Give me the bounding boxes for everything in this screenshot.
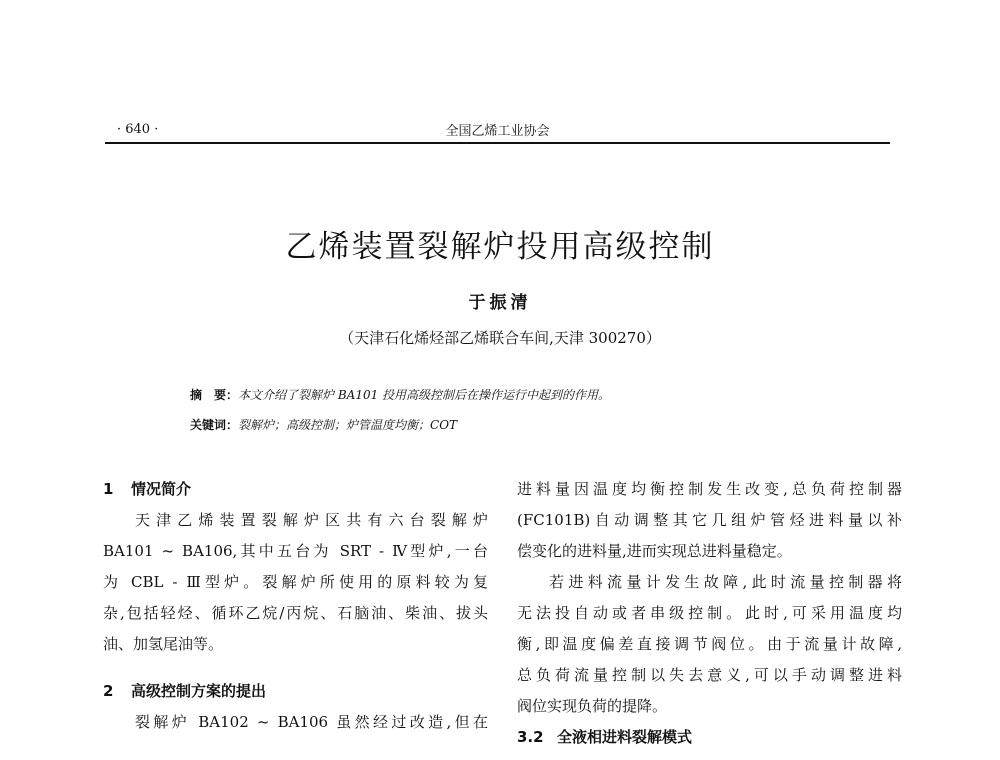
section-2-title: 高级控制方案的提出 — [131, 682, 267, 700]
left-column — [103, 474, 488, 738]
abstract-text: 本文介绍了裂解炉 BA101 投用高级控制后在操作运行中起到的作用。 — [238, 388, 611, 402]
section-3-2-heading — [517, 722, 902, 753]
right-para-2-line: 总负荷流量控制以失去意义,可以手动调整进料 — [517, 666, 902, 684]
right-para-1-line: 偿变化的进料量,进而实现总进料量稳定。 — [517, 542, 792, 560]
author-name: 于振清 — [468, 293, 532, 313]
right-para-2-line: 若进料流量计发生故障,此时流量控制器将 — [549, 573, 902, 591]
journal-name: 全国乙烯工业协会 — [445, 124, 550, 139]
right-para-1-line: 进料量因温度均衡控制发生改变,总负荷控制器 — [517, 480, 902, 498]
section-1-line: 油、加氢尾油等。 — [103, 635, 224, 653]
keywords — [190, 416, 890, 433]
section-1-line: BA101 ~ BA106,其中五台为 SRT - Ⅳ型炉,一台 — [103, 542, 488, 560]
right-column — [517, 474, 902, 753]
page-number: · 640 · — [117, 122, 159, 137]
section-2-number: 2 — [103, 682, 114, 700]
section-2-heading — [103, 676, 488, 707]
right-para-2-line: 无法投自动或者串级控制。此时,可采用温度均 — [517, 604, 902, 622]
section-2-line: 裂解炉 BA102 ~ BA106 虽然经过改造,但在 — [135, 713, 488, 731]
section-1-title: 情况简介 — [131, 480, 192, 498]
author-affiliation: （天津石化烯烃部乙烯联合车间,天津 300270） — [339, 329, 661, 347]
section-1-line: 杂,包括轻烃、循环乙烷/丙烷、石脑油、柴油、拔头 — [103, 604, 488, 622]
header-rule — [105, 142, 890, 144]
section-3-2-title: 全液相进料裂解模式 — [557, 728, 693, 746]
section-1-line: 天津乙烯装置裂解炉区共有六台裂解炉 — [135, 511, 488, 529]
paper-title: 乙烯装置裂解炉投用高级控制 — [285, 228, 715, 265]
abstract — [190, 386, 890, 403]
running-header — [105, 120, 890, 142]
right-para-1-line: (FC101B)自动调整其它几组炉管烃进料量以补 — [517, 511, 902, 529]
abstract-label: 摘 要： — [190, 388, 239, 402]
keywords-text: 裂解炉；高级控制；炉管温度均衡；COT — [238, 418, 458, 432]
section-1-heading — [103, 474, 488, 505]
section-1-number: 1 — [103, 480, 114, 498]
keywords-label: 关键词： — [190, 418, 239, 432]
section-3-2-number: 3.2 — [517, 728, 544, 746]
right-para-2-line: 阀位实现负荷的提降。 — [517, 697, 668, 715]
section-1-line: 为 CBL - Ⅲ型炉。裂解炉所使用的原料较为复 — [103, 573, 488, 591]
right-para-2-line: 衡,即温度偏差直接调节阀位。由于流量计故障, — [517, 635, 902, 653]
